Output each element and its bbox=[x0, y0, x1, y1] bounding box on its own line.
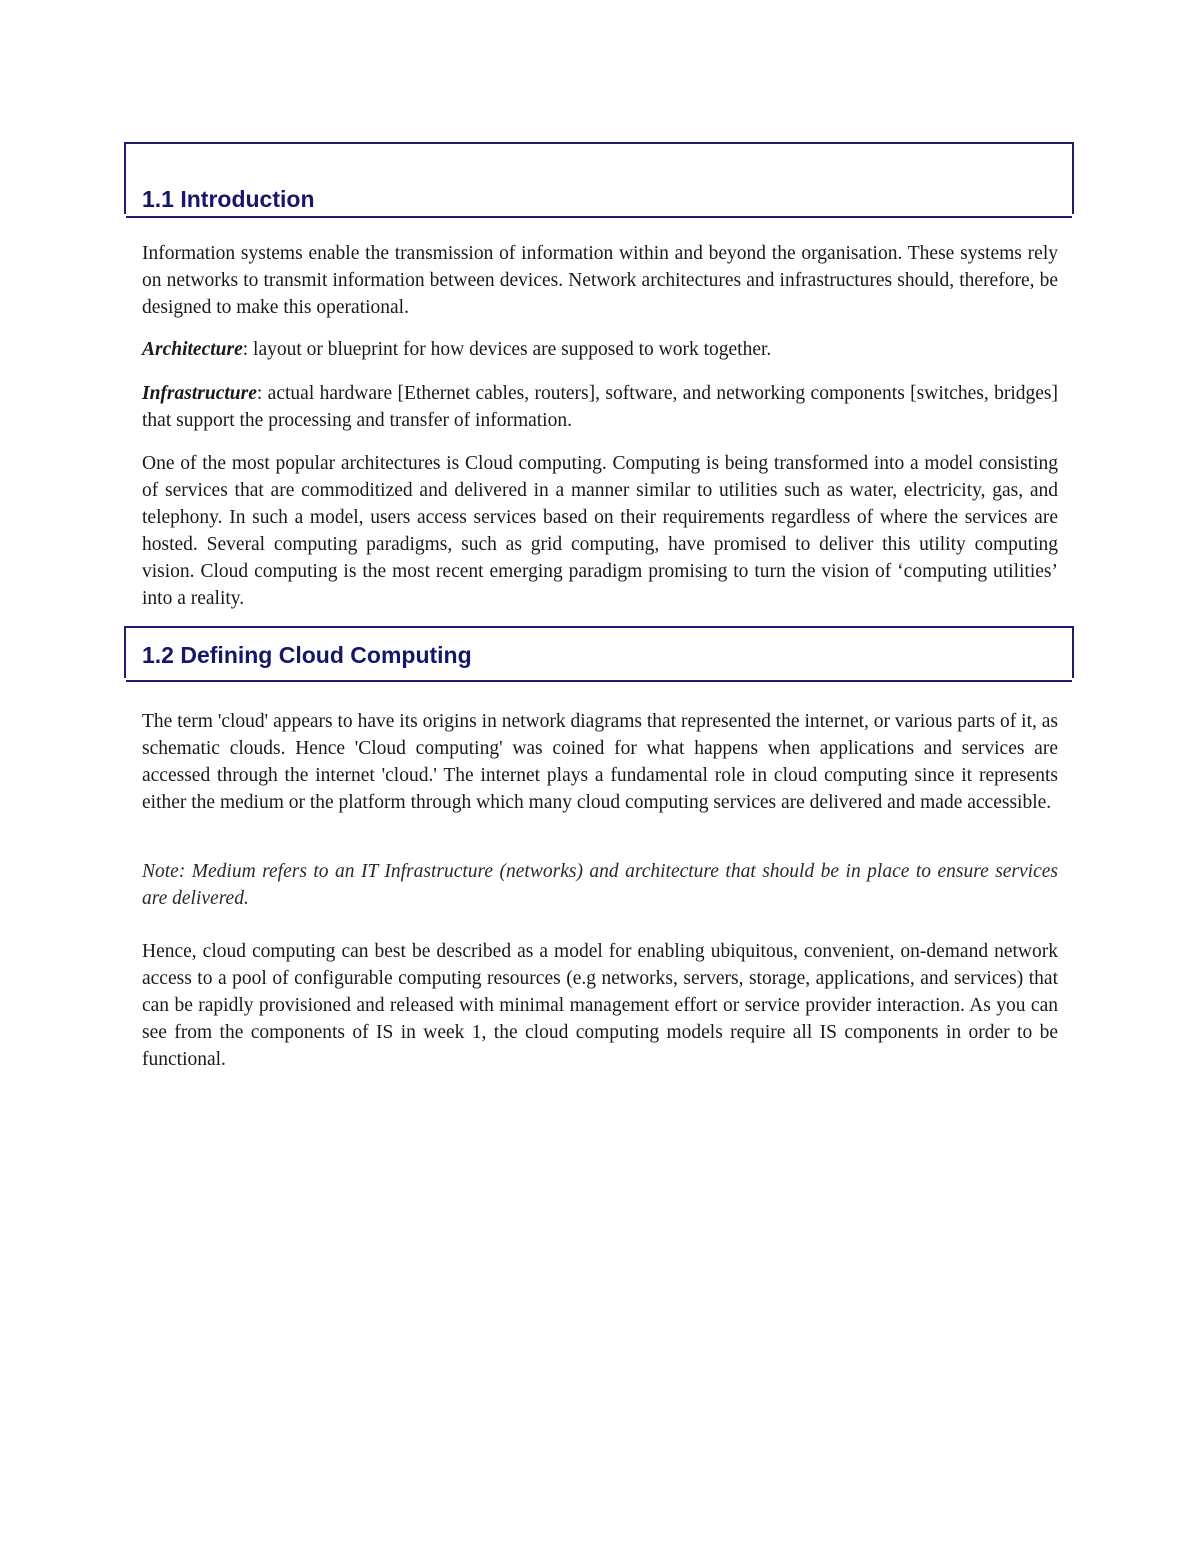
section-heading: 1.2 Defining Cloud Computing bbox=[142, 642, 472, 668]
infrastructure-definition-text: : actual hardware [Ethernet cables, routers], software, and networking components [switches, bridges] that support the processing and transfer of information. bbox=[142, 383, 1058, 431]
term-cloud-paragraph: The term 'cloud' appears to have its origins in network diagrams that represented the internet, or various parts of it, as schematic clouds. Hence 'Cloud computing' was coined for what happens when applications and services are accessed through the internet 'cloud.' The internet plays a fundamental role in cloud computing since it represents either the medium or the platform through which many cloud computing services are delivered and made accessible. bbox=[142, 711, 1058, 813]
definition-paragraph: Hence, cloud computing can best be described as a model for enabling ubiquitous, convenient, on-demand network access to a pool of configurable computing resources (e.g networks, servers, storage, applications, and services) that can be rapidly provisioned and released with minimal management effort or service provider interaction. As you can see from the components of IS in week 1, the cloud computing models require all IS components in order to be functional. bbox=[142, 941, 1058, 1070]
architecture-definition-text: : layout or blueprint for how devices are supposed to work together. bbox=[242, 339, 772, 360]
section-header-introduction bbox=[124, 142, 1074, 214]
architecture-definition bbox=[142, 336, 1058, 363]
intro-paragraph: Information systems enable the transmission of information within and beyond the organisation. These systems rely on networks to transmit information between devices. Network architectures and infrastructures should, therefore, be designed to make this operational. bbox=[142, 243, 1058, 318]
section-heading: 1.1 Introduction bbox=[142, 186, 315, 212]
section-header-defining-cloud-computing bbox=[124, 626, 1074, 678]
note-paragraph: Note: Medium refers to an IT Infrastructure (networks) and architecture that should be in place to ensure services are delivered. bbox=[142, 861, 1058, 909]
architecture-term: Architecture bbox=[142, 339, 243, 360]
infrastructure-definition bbox=[142, 380, 1058, 434]
infrastructure-term: Infrastructure bbox=[142, 383, 257, 404]
cloud-computing-paragraph: One of the most popular architectures is Cloud computing. Computing is being transformed into a model consisting of services that are commoditized and delivered in a manner similar to utilities such as water, electricity, gas, and telephony. In such a model, users access services based on their requirements regardless of where the services are hosted. Several computing paradigms, such as grid computing, have promised to deliver this utility computing vision. Cloud computing is the most recent emerging paradigm promising to turn the vision of ‘computing utilities’ into a reality. bbox=[142, 453, 1058, 609]
